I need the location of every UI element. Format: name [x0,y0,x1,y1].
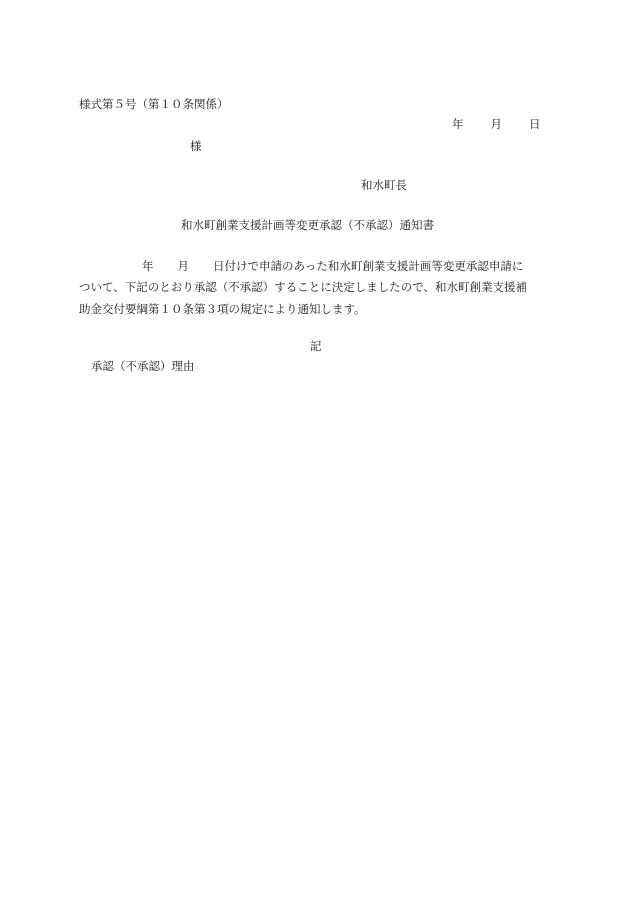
form-number: 様式第５号（第１０条関係） [79,97,229,111]
date-day: 日 [529,117,541,131]
ki-heading: 記 [310,339,322,353]
document-title: 和水町創業支援計画等変更承認（不承認）通知書 [181,218,434,232]
body-month: 月 [177,259,189,273]
date-line [452,117,541,131]
date-year: 年 [452,117,464,131]
body-year: 年 [142,259,154,273]
body-line-2: ついて、下記のとおり承認（不承認）することに決定しましたので、和水町創業支援補 [79,280,528,294]
body-line-1 [79,259,523,273]
date-month: 月 [490,117,502,131]
addressee-suffix: 様 [190,139,202,153]
body-line-3: 助金交付要綱第１０条第３項の規定により通知します。 [79,302,366,316]
reason-label: 承認（不承認）理由 [91,359,195,373]
body-line-1-text: 日付けで申請のあった和水町創業支援計画等変更承認申請に [213,259,524,273]
issuer: 和水町長 [361,178,407,192]
